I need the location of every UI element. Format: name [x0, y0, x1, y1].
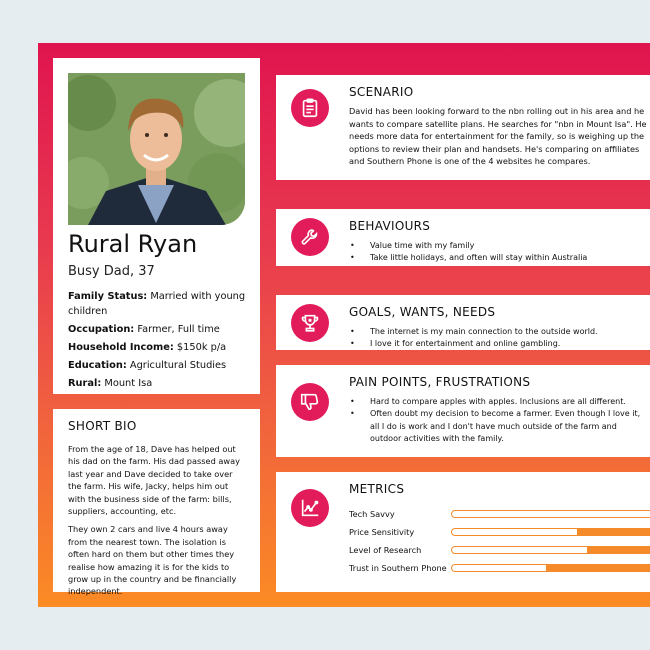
scenario-title: SCENARIO	[349, 85, 414, 99]
goals-section	[276, 295, 650, 350]
fact-value: Agricultural Studies	[129, 360, 227, 371]
metrics-title: METRICS	[349, 482, 405, 496]
metric-label: Trust in Southern Phone	[349, 563, 447, 573]
scenario-section	[276, 75, 650, 180]
trophy-icon	[291, 304, 329, 342]
short-bio-card	[53, 409, 260, 597]
line-chart-icon	[291, 489, 329, 527]
goals-title: GOALS, WANTS, NEEDS	[349, 305, 496, 319]
pain-points-section	[276, 365, 650, 457]
fact-rural	[68, 376, 248, 391]
metric-label: Tech Savvy	[349, 509, 395, 519]
bio-title: SHORT BIO	[68, 419, 137, 433]
metric-bar-fill	[587, 547, 650, 553]
metric-bar	[451, 510, 650, 518]
metrics-list	[349, 508, 650, 580]
list-item: • Value time with my family	[349, 240, 649, 252]
metric-label: Level of Research	[349, 545, 422, 555]
list-item: • I love it for entertainment and online gambling.	[349, 338, 649, 350]
fact-family-status	[68, 289, 248, 319]
metric-row	[349, 526, 650, 544]
pain-points-title: PAIN POINTS, FRUSTRATIONS	[349, 375, 531, 389]
list-item: • Often doubt my decision to become a farmer. Even though I love it, all I do is work and I don't have much outside of the farm and outdoor activities with the family.	[349, 408, 649, 445]
fact-label: Household Income:	[68, 342, 174, 353]
list-item: • Take little holidays, and often will stay within Australia	[349, 252, 649, 264]
list-item: • The internet is my main connection to the outside world.	[349, 326, 649, 338]
thumbs-down-icon	[291, 383, 329, 421]
metric-label: Price Sensitivity	[349, 527, 415, 537]
persona-facts	[68, 289, 248, 394]
scenario-text: David has been looking forward to the nbn rolling out in his area and he wants to compare satellite plans. He searches for "nbn in Mount Isa". He needs more data for entertainment for the family, so is weighing up the options to review their plan and handsets. He's comparing on affiliates and Southern Phone is one of the 4 websites he compares.	[349, 106, 647, 167]
persona-subtitle: Busy Dad, 37	[68, 264, 155, 279]
fact-occupation	[68, 322, 248, 337]
persona-frame	[38, 43, 650, 607]
fact-label: Rural:	[68, 378, 102, 389]
fact-education	[68, 358, 248, 373]
fact-household-income	[68, 340, 248, 355]
metric-row	[349, 544, 650, 562]
fact-value: Farmer, Full time	[137, 324, 220, 335]
wrench-icon	[291, 218, 329, 256]
bio-text	[68, 443, 248, 604]
metric-bar	[451, 546, 650, 554]
metric-row	[349, 562, 650, 580]
fact-value: $150k p/a	[176, 342, 227, 353]
metric-bar	[451, 528, 650, 536]
pain-points-list	[349, 396, 649, 445]
fact-label: Education:	[68, 360, 127, 371]
behaviours-list	[349, 240, 649, 265]
fact-label: Family Status:	[68, 291, 148, 302]
profile-photo	[68, 73, 245, 225]
fact-value: Married with young children	[68, 291, 246, 317]
behaviours-title: BEHAVIOURS	[349, 219, 431, 233]
bio-paragraph: From the age of 18, Dave has helped out his dad on the farm. His dad passed away last year and Dave decided to take over the farm. His wife, Jacky, helps him out with the business side of the farm: bills, suppliers, accounting, etc.	[68, 444, 240, 517]
metric-bar	[451, 564, 650, 572]
behaviours-section	[276, 209, 650, 266]
metric-bar-fill	[546, 565, 650, 571]
persona-name: Rural Ryan	[68, 230, 198, 258]
list-item: • Hard to compare apples with apples. Inclusions are all different.	[349, 396, 649, 408]
metric-bar-fill	[577, 529, 650, 535]
metrics-section	[276, 472, 650, 592]
profile-card	[53, 58, 260, 394]
fact-label: Occupation:	[68, 324, 135, 335]
metric-row	[349, 508, 650, 526]
clipboard-icon	[291, 89, 329, 127]
goals-list	[349, 326, 649, 351]
fact-value: Mount Isa	[104, 378, 153, 389]
bio-paragraph: They own 2 cars and live 4 hours away from the nearest town. The isolation is often hard on them but other times they realise how amazing it is for the kids to grow up in the country and be financially independent.	[68, 524, 237, 597]
